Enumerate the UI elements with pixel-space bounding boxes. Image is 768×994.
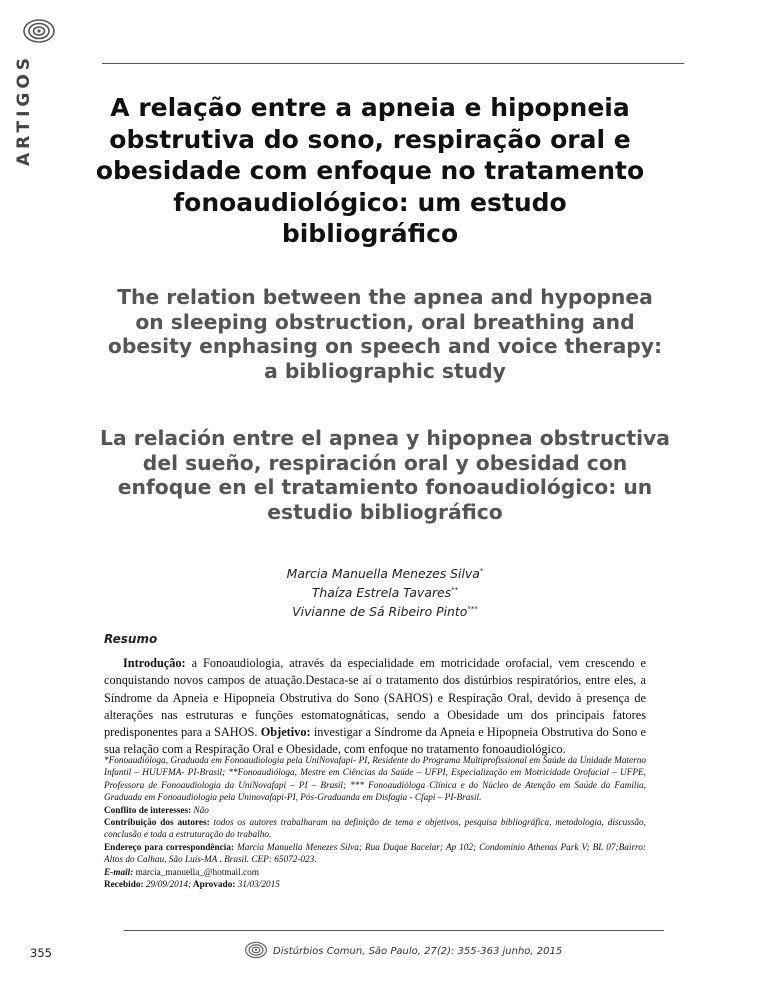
top-rule xyxy=(102,63,684,64)
dates-line: Recebido: 29/09/2014; Aprovado: 31/03/2015 xyxy=(104,880,280,891)
author-mark: *** xyxy=(467,605,478,614)
author-line xyxy=(220,563,550,582)
intro-label: Introdução: xyxy=(123,656,186,670)
correspondence-address: Endereço para correspondência: Marcia Manuella Menezes Silva; Rua Duque Bacelar; Ap 102; Condomínio Athenas Park V; BL 07;Bairro: Altos do Calhau, São Luís-MA . Brasil. CEP: 65072-023. xyxy=(104,842,647,866)
journal-logo-icon-footer xyxy=(244,941,268,959)
title-spanish: La relación entre el apnea y hipopnea obstructiva del sueño, respiración oral y obesidad con enfoque en el tratamiento fonoaudiológico: un estudio bibliográfico xyxy=(100,426,670,524)
footnotes xyxy=(104,755,646,891)
author-line xyxy=(220,601,550,620)
resumo-heading: Resumo xyxy=(104,632,158,646)
affiliations: *Fonoaudióloga, Graduada em Fonoaudiologia pela UniNovafapi- PI, Residente do Programa Multiprofissional em Saúde da Unidade Materno Infantil – HUUFMA- PI-Brasil; **Fonoaudióloga, Mestre em Ciências da Saúde – UFPI, Especialização em Motricidade Orofacial – UFPE, Professora de Fonoaudiologia da UniNovafapi – PI – Brasil; *** Fonoaudióloga Clínica e do Núcleo de Atenção em Saúde da Família, Graduada em Fonoaudiologia pela Uninovafapi-PI, Pós-Graduanda em Disfagia - Cfapi – PI-Brasil. xyxy=(104,756,646,804)
email-line: E-mail: marcia_manuella_@hotmail.com xyxy=(104,867,259,878)
author-name: Marcia Manuella Menezes Silva xyxy=(286,566,480,582)
author-line xyxy=(220,582,550,601)
title-english: The relation between the apnea and hypopnea on sleeping obstruction, oral breathing and obesity enphasing on speech and voice therapy: a bibliographic study xyxy=(107,285,663,383)
intro-text: a Fonoaudiologia, através da especialidade em motricidade orofacial, vem crescendo e conquistando novos campos de atuação.Destaca-se aí o tratamento dos distúrbios respiratórios, entre eles, a Síndrome da Apneia e Hipopneia Obstrutiva do Sono (SAHOS) e Respiração Oral, devido à presença de alterações nas estruturas e funções estomatognáticas, sendo a Obesidade um dos principais fatores predisponentes para a SAHOS. xyxy=(104,656,646,740)
conflict-of-interest: Conflito de interesses: Não xyxy=(104,805,209,816)
author-contribution: Contribuição dos autores: todos os autores trabalharam na definição de tema e objetivos, pesquisa bibliográfica, metodologia, discussão, conclusão e toda a estruturação do trabalho. xyxy=(104,818,646,841)
page-number: 355 xyxy=(30,946,52,960)
author-list xyxy=(220,563,550,620)
journal-logo-icon xyxy=(22,18,56,44)
bottom-rule xyxy=(124,930,664,931)
journal-reference: Distúrbios Comun, São Paulo, 27(2): 355-363 junho, 2015 xyxy=(273,946,563,957)
author-mark: ** xyxy=(451,586,459,595)
objective-text: investigar a Síndrome da Apneia e Hipopneia Obstrutiva do Sono e sua relação com a Respiração Oral e Obesidade, com enfoque no tratamento fonoaudiológico. xyxy=(104,725,647,757)
author-name: Vivianne de Sá Ribeiro Pinto xyxy=(292,604,468,620)
author-mark: * xyxy=(479,567,484,575)
objective-label: Objetivo: xyxy=(260,725,311,740)
abstract-text xyxy=(104,655,646,759)
section-label: ARTIGOS xyxy=(14,53,34,166)
author-name: Thaíza Estrela Tavares xyxy=(311,585,452,601)
title-portuguese: A relação entre a apneia e hipopneia obstrutiva do sono, respiração oral e obesidade com enfoque no tratamento fonoaudiológico: um estudo bibliográfico xyxy=(95,93,645,248)
